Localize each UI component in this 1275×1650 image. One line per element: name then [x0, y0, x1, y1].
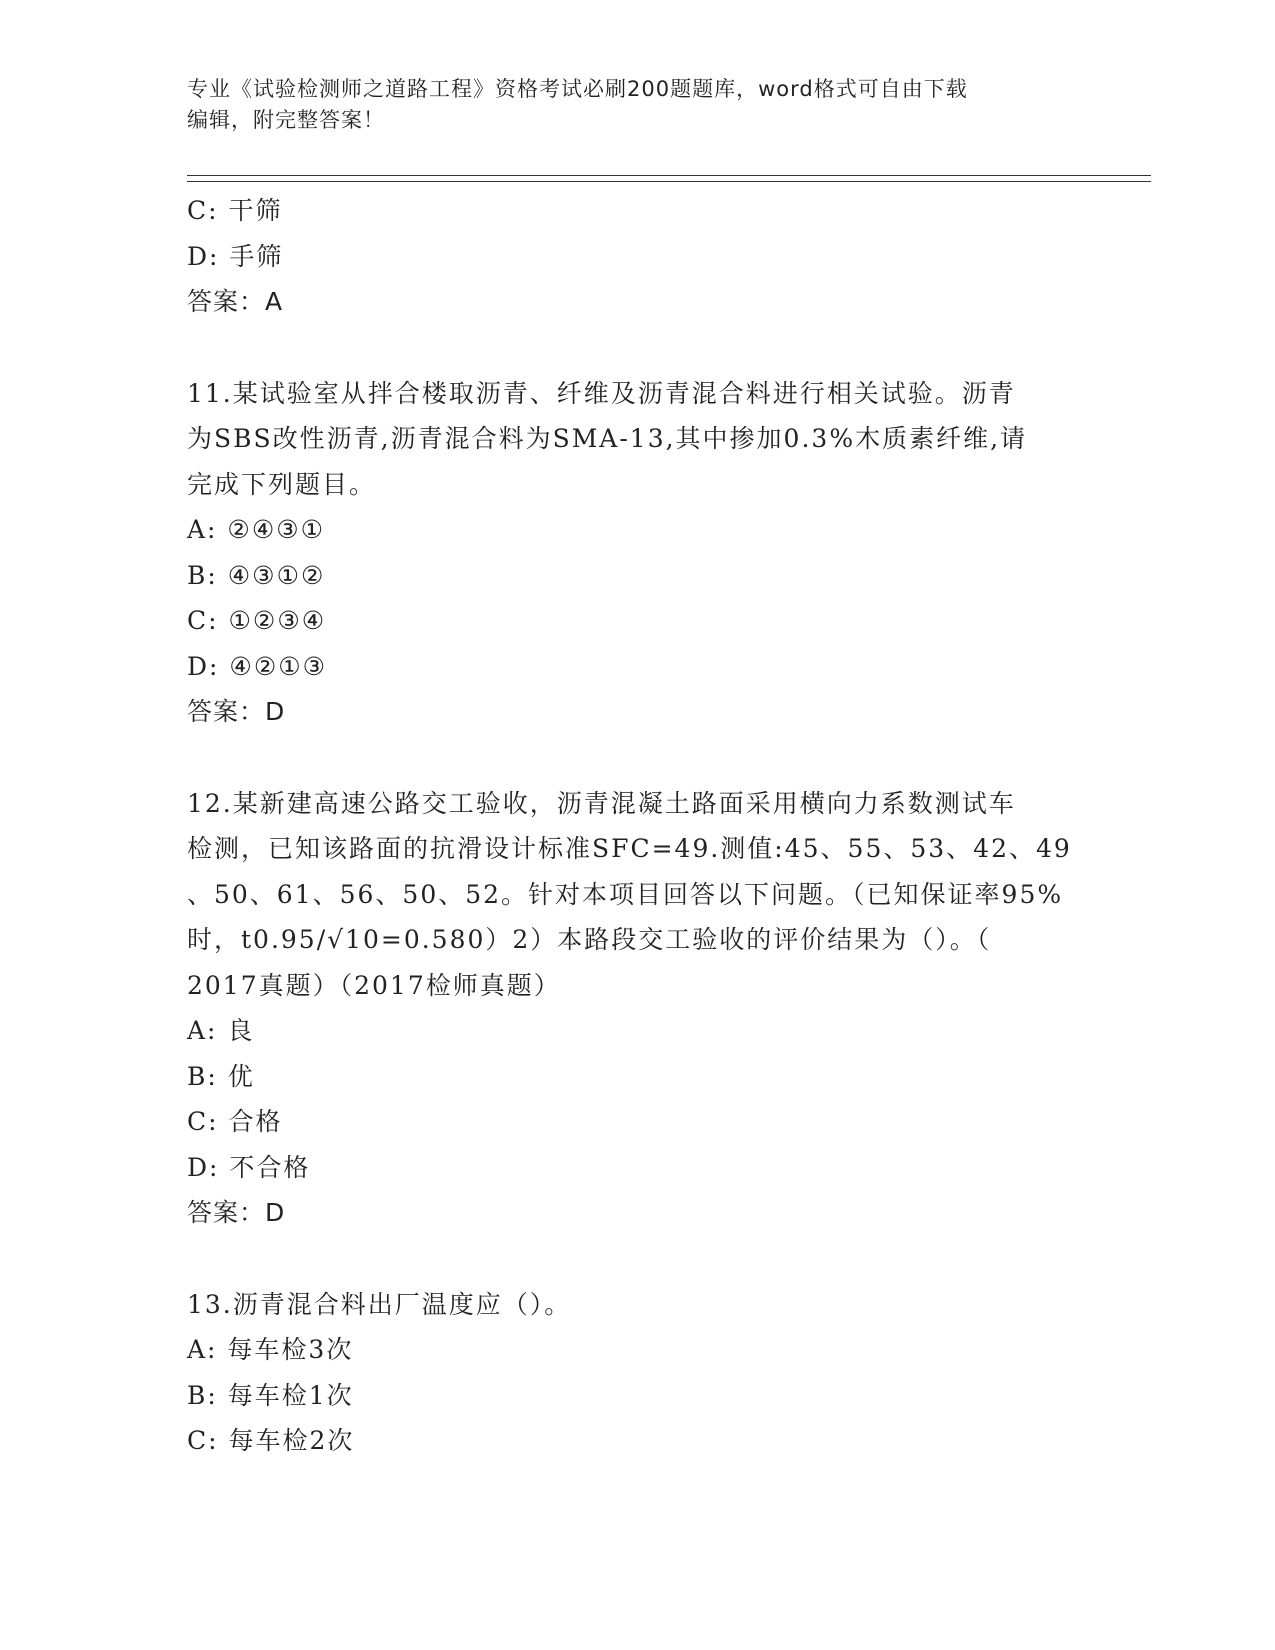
question-text-line: 检测，已知该路面的抗滑设计标准SFC=49.测值:45、55、53、42、49 — [187, 834, 1072, 863]
option-c: C: 干筛 — [187, 196, 283, 225]
answer-line: 答案：D — [187, 697, 286, 726]
spacer — [187, 325, 1087, 371]
spacer — [187, 1236, 1087, 1282]
question-text-line: 完成下列题目。 — [187, 469, 377, 499]
answer-line: 答案：A — [187, 287, 284, 316]
question-11 — [187, 371, 1087, 735]
question-text-line: 时，t0.95/√10=0.580）2）本路段交工验收的评价结果为（）。（ — [187, 925, 992, 954]
option-c: C: 每车检2次 — [187, 1426, 355, 1455]
question-12 — [187, 781, 1087, 1236]
question-text-line: 11.某试验室从拌合楼取沥青、纤维及沥青混合料进行相关试验。沥青 — [187, 378, 1016, 408]
option-a: A: ②④③① — [187, 515, 326, 544]
question-text-line: 12.某新建高速公路交工验收，沥青混凝土路面采用横向力系数测试车 — [187, 788, 1016, 818]
question-text-line: 为SBS改性沥青,沥青混合料为SMA-13,其中掺加0.3%木质素纤维,请 — [187, 424, 1028, 453]
prev-question-tail — [187, 188, 1087, 325]
option-c: C: 合格 — [187, 1107, 283, 1136]
document-body — [187, 188, 1087, 1464]
header-rule-top — [187, 175, 1151, 176]
header-line-1: 专业《试验检测师之道路工程》资格考试必刷200题题库，word格式可自由下载 — [187, 77, 968, 101]
question-text-line: 2017真题）（2017检师真题） — [187, 970, 561, 1000]
question-13 — [187, 1282, 1087, 1464]
answer-line: 答案：D — [187, 1198, 286, 1227]
option-d: D: 不合格 — [187, 1152, 311, 1182]
question-text-line: 13.沥青混合料出厂温度应（）。 — [187, 1289, 572, 1319]
option-b: B: 每车检1次 — [187, 1380, 354, 1410]
option-c: C: ①②③④ — [187, 606, 327, 635]
spacer — [187, 735, 1087, 781]
option-d: D: ④②①③ — [187, 651, 328, 681]
option-a: A: 每车检3次 — [187, 1335, 354, 1364]
option-b: B: ④③①② — [187, 560, 326, 590]
option-b: B: 优 — [187, 1061, 255, 1091]
document-header — [187, 74, 1067, 136]
header-line-2: 编辑，附完整答案！ — [187, 108, 385, 132]
option-d: D: 手筛 — [187, 241, 284, 271]
header-rule-bottom — [187, 181, 1151, 182]
question-text-line: 、50、61、56、50、52。针对本项目回答以下问题。（已知保证率95% — [187, 879, 1064, 909]
option-a: A: 良 — [187, 1016, 255, 1045]
